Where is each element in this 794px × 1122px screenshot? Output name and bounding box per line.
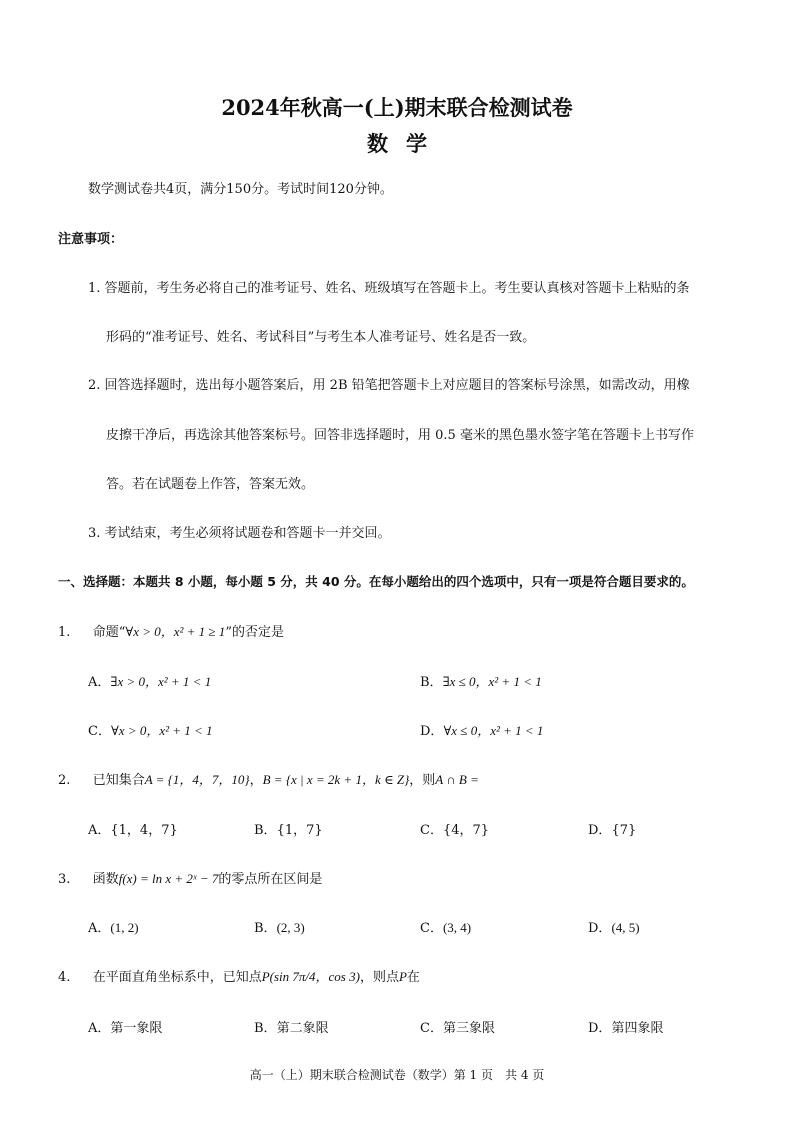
set-b-math: B = {x | x = 2k + 1，k ∈ Z}	[262, 772, 410, 787]
option-text: 第二象限	[276, 1021, 329, 1036]
question-stem-math: f(x) = ln x + 2ˣ − 7	[118, 871, 219, 886]
option-text: ∃x > 0，x² + 1 < 1	[110, 674, 212, 689]
q4-option-c	[420, 1017, 495, 1036]
option-text: 第一象限	[110, 1021, 163, 1036]
option-label: C．	[420, 1021, 443, 1036]
question-stem-math: ∀x > 0，x² + 1 ≥ 1	[125, 624, 226, 639]
option-text: ∀x > 0，x² + 1 < 1	[110, 723, 213, 738]
q3-option-b	[254, 917, 305, 936]
option-text: (1, 2)	[110, 920, 139, 935]
q3-option-d	[588, 917, 640, 936]
question-number: 1.	[58, 625, 71, 640]
question-number: 3.	[58, 872, 71, 887]
option-label: B．	[254, 1021, 277, 1036]
notice-item-2-line2: 皮擦干净后，再选涂其他答案标号。回答非选择题时，用 0.5 毫米的黑色墨水签字笔在答题卡上书写作	[106, 428, 694, 443]
question-stem-suffix: ，则点	[359, 970, 399, 985]
q2-option-c	[420, 819, 489, 838]
q1-option-b	[420, 671, 542, 690]
q4-option-b	[254, 1017, 329, 1036]
q1-option-d	[420, 720, 543, 739]
option-label: D．	[420, 724, 444, 739]
subject-title: 数学	[367, 131, 445, 156]
question-1	[58, 621, 284, 640]
question-stem-prefix: 函数	[92, 872, 119, 887]
option-label: B．	[254, 823, 277, 838]
q3-option-a	[88, 917, 139, 936]
point-symbol: P	[398, 969, 407, 984]
option-label: A．	[88, 823, 111, 838]
notice-item-text: 考试结束，考生必须将试题卷和答题卡一并交回。	[104, 526, 391, 541]
section-heading: 一、选择题：本题共 8 小题，每小题 5 分，共 40 分。在每小题给出的四个选项中，只有一项是符合题目要求的。	[58, 574, 694, 589]
question-number: 2.	[58, 773, 71, 788]
q2-option-d	[588, 819, 636, 838]
option-label: A．	[88, 675, 111, 690]
option-text: ∃x ≤ 0，x² + 1 < 1	[442, 674, 542, 689]
option-label: D．	[588, 823, 612, 838]
question-2: 2. 已知集合A = {1，4，7，10}，B = {x | x = 2k + 1，k ∈ Z}，则A ∩ B =	[58, 772, 479, 788]
question-stem-prefix: 命题“	[92, 625, 126, 640]
notice-item-2-line3: 答。若在试题卷上作答，答案无效。	[106, 477, 315, 492]
exam-title: 2024年秋高一(上)期末联合检测试卷	[221, 95, 573, 120]
option-text: 第四象限	[611, 1021, 664, 1036]
option-label: B．	[420, 675, 443, 690]
q4-option-a	[88, 1017, 162, 1036]
notice-item-number: 2.	[88, 378, 101, 393]
option-label: A．	[88, 1021, 111, 1036]
question-3	[58, 868, 322, 887]
notice-item-text: 回答选择题时，选出每小题答案后，用 2B 铅笔把答题卡上对应题目的答案标号涂黑，如需改动，用橡	[104, 378, 690, 393]
q2-option-a	[88, 819, 178, 838]
intro-text: 数学测试卷共4页，满分150分。考试时间120分钟。	[88, 182, 393, 197]
set-a-math: A = {1，4，7，10}	[144, 772, 250, 787]
option-label: C．	[420, 921, 443, 936]
notice-item-2	[88, 374, 690, 393]
notice-item-1	[88, 277, 690, 296]
notice-heading: 注意事项：	[58, 232, 124, 247]
option-text: (4, 5)	[611, 920, 640, 935]
option-label: C．	[420, 823, 443, 838]
option-label: C．	[88, 724, 111, 739]
option-text: {4，7}	[442, 823, 490, 838]
option-text: {7}	[611, 823, 637, 838]
q1-option-a	[88, 671, 211, 690]
notice-item-text: 答题前，考生务必将自己的准考证号、姓名、班级填写在答题卡上。考生要认真核对答题卡上粘贴的条	[104, 281, 690, 296]
q3-option-c	[420, 917, 471, 936]
option-label: D．	[588, 1021, 612, 1036]
intersection-math: A ∩ B =	[435, 772, 479, 787]
option-text: 第三象限	[442, 1021, 495, 1036]
option-text: (2, 3)	[276, 920, 305, 935]
question-number: 4.	[58, 970, 71, 985]
page-footer: 高一（上）期末联合检测试卷（数学）第 1 页 共 4 页	[249, 1068, 545, 1082]
option-text: (3, 4)	[442, 920, 472, 935]
notice-item-number: 1.	[88, 281, 101, 296]
notice-item-number: 3.	[88, 526, 101, 541]
question-stem-math: P(sin 7π/4，cos 3)	[261, 969, 360, 984]
q2-option-b	[254, 819, 323, 838]
notice-item-1-line2: 形码的“准考证号、姓名、考试科目”与考生本人准考证号、姓名是否一致。	[106, 330, 536, 345]
option-text: ∀x ≤ 0，x² + 1 < 1	[443, 723, 544, 738]
question-4	[58, 966, 420, 985]
option-label: D．	[588, 921, 612, 936]
question-stem-suffix: ”的否定是	[225, 625, 284, 640]
q4-option-d	[588, 1017, 663, 1036]
question-stem-end: 在	[406, 970, 420, 985]
question-stem-prefix: 在平面直角坐标系中，已知点	[92, 970, 262, 985]
option-text: {1，4，7}	[110, 823, 178, 838]
option-label: B．	[254, 921, 277, 936]
q1-option-c	[88, 720, 213, 739]
option-label: A．	[88, 921, 111, 936]
question-stem-prefix: 已知集合	[92, 773, 145, 788]
notice-item-3	[88, 522, 391, 541]
question-stem-suffix: 的零点所在区间是	[218, 872, 323, 887]
question-stem-suffix: ，则	[409, 773, 436, 788]
option-text: {1，7}	[276, 823, 323, 838]
